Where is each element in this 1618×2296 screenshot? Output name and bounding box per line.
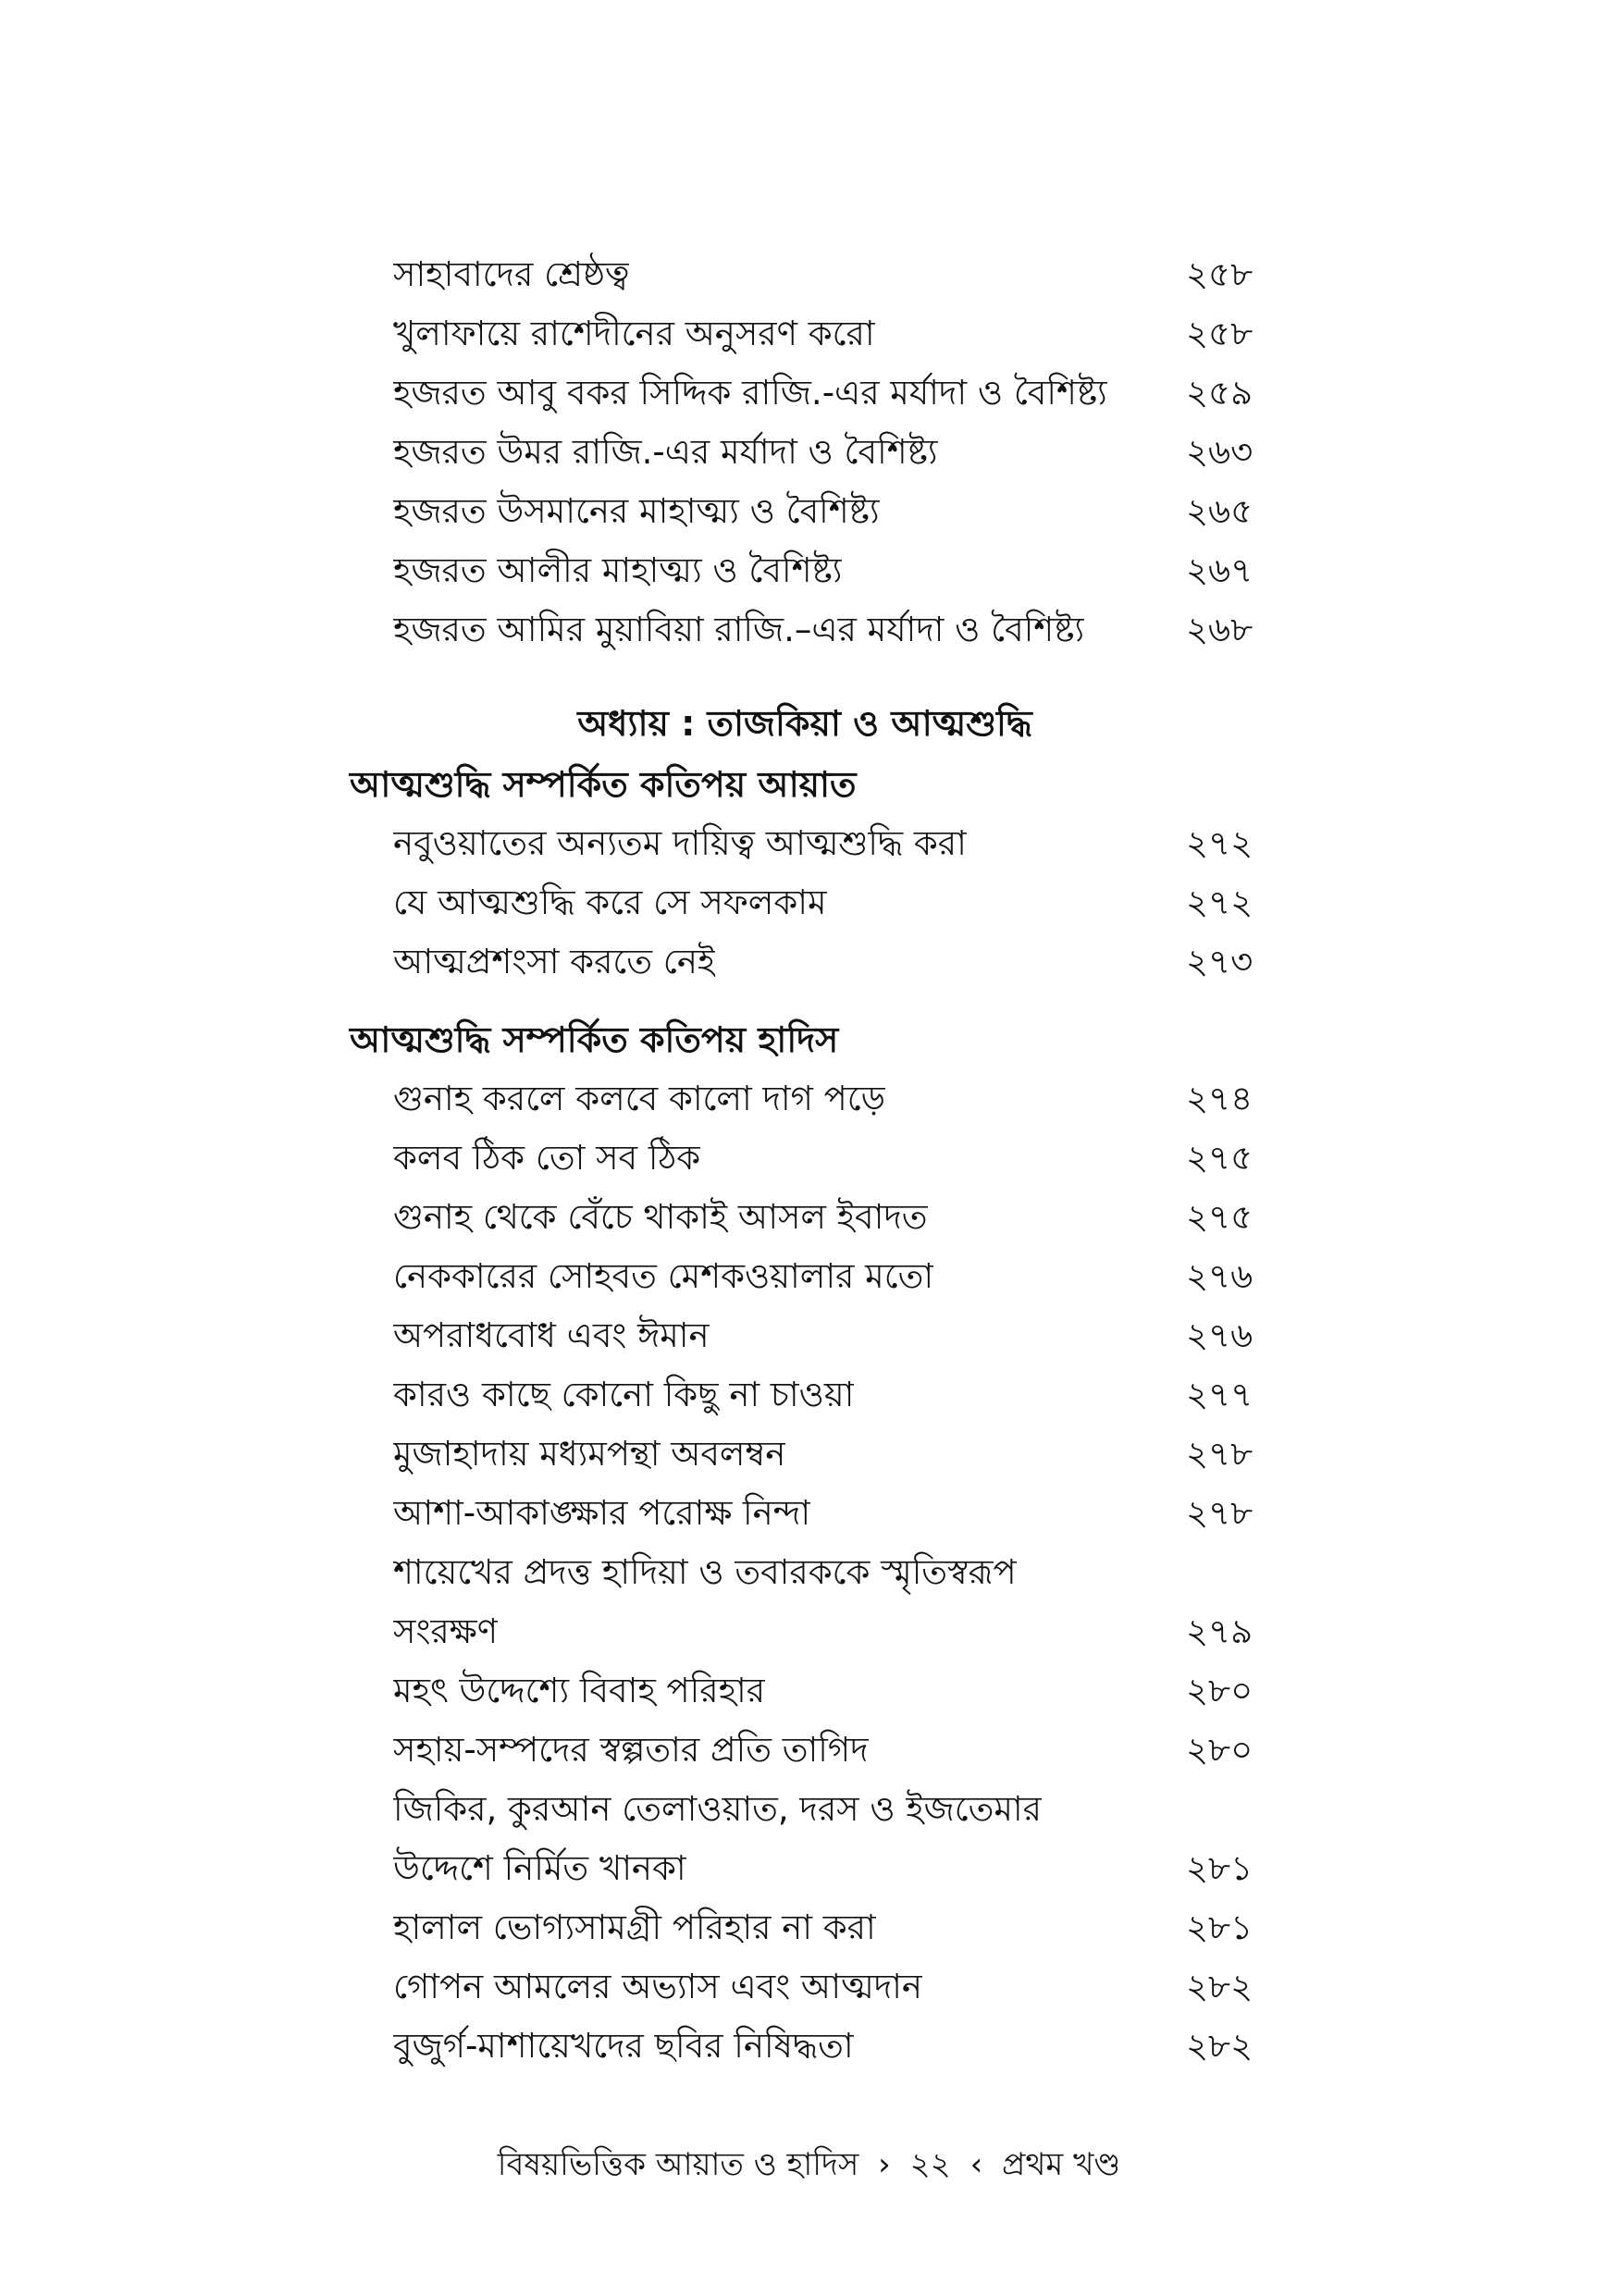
toc-entry[interactable] — [342, 1839, 1267, 1898]
entry-title: খুলাফায়ে রাশেদীনের অনুসরণ করো — [393, 314, 875, 353]
toc-entry[interactable] — [342, 1721, 1267, 1780]
entry-page-number: ২৬৩ — [1186, 432, 1254, 472]
toc-entry[interactable] — [342, 600, 1267, 660]
entry-page-number: ২৭৭ — [1186, 1375, 1254, 1414]
entry-page-number: ২৬৮ — [1186, 610, 1254, 649]
entry-page-number: ২৭৫ — [1186, 1197, 1254, 1237]
entry-page-number: ২৭৬ — [1186, 1315, 1254, 1355]
entry-title: গুনাহ করলে কলবে কালো দাগ পড়ে — [393, 1079, 886, 1118]
entry-title: আশা-আকাঙ্ক্ষার পরোক্ষ নিন্দা — [393, 1493, 811, 1533]
toc-entry[interactable] — [342, 814, 1267, 873]
entry-title: বুজুর্গ-মাশায়েখদের ছবির নিষিদ্ধতা — [393, 2026, 854, 2066]
entry-page-number: ২৫৯ — [1186, 373, 1254, 413]
entry-title: জিকির, কুরআন তেলাওয়াত, দরস ও ইজতেমার — [393, 1789, 1042, 1829]
entry-title: শায়েখের প্রদত্ত হাদিয়া ও তবারককে স্মৃতিস্বরূপ — [393, 1552, 1017, 1592]
entry-page-number: ২৭৫ — [1186, 1138, 1254, 1178]
footer-separator-left: › — [878, 2146, 891, 2183]
entry-page-number: ২৮০ — [1186, 1730, 1254, 1770]
toc-entry[interactable] — [342, 932, 1267, 992]
entry-page-number: ২৭৩ — [1186, 942, 1254, 981]
entry-page-number: ২৭৬ — [1186, 1256, 1254, 1296]
toc-entry[interactable] — [342, 1957, 1267, 2017]
footer-book-title: বিষয়ভিত্তিক আয়াত ও হাদিস — [497, 2146, 859, 2183]
entry-page-number: ২৮২ — [1186, 2026, 1254, 2066]
entry-page-number: ২৮০ — [1186, 1671, 1254, 1710]
entry-title: কলব ঠিক তো সব ঠিক — [393, 1138, 701, 1178]
entry-title: যে আত্মশুদ্ধি করে সে সফলকাম — [393, 883, 827, 922]
entry-title: হজরত উমর রাজি.-এর মর্যাদা ও বৈশিষ্ট্য — [393, 432, 938, 472]
toc-entry[interactable] — [342, 1247, 1267, 1306]
entry-title: কারও কাছে কোনো কিছু না চাওয়া — [393, 1375, 855, 1414]
toc-entry[interactable] — [342, 1425, 1267, 1484]
toc-section-ayat — [342, 814, 1267, 992]
footer-volume: প্রথম খণ্ড — [1002, 2146, 1121, 2183]
entry-title: আত্মপ্রশংসা করতে নেই — [393, 942, 716, 981]
footer-separator-right: ‹ — [970, 2146, 983, 2183]
entry-page-number: ২৭২ — [1186, 823, 1254, 863]
entry-page-number: ২৫৮ — [1186, 314, 1254, 353]
toc-entry[interactable] — [342, 364, 1267, 423]
toc-entry[interactable] — [342, 873, 1267, 932]
entry-title: সাহাবাদের শ্রেষ্ঠত্ব — [393, 254, 630, 294]
entry-page-number: ২৭৮ — [1186, 1434, 1254, 1474]
toc-entry-continued[interactable] — [342, 1543, 1267, 1602]
toc-entry[interactable] — [342, 482, 1267, 541]
entry-title: হজরত উসমানের মাহাত্ম্য ও বৈশিষ্ট্য — [393, 491, 880, 531]
entry-title: নেককারের সোহবত মেশকওয়ালার মতো — [393, 1256, 934, 1296]
entry-page-number: ২৭২ — [1186, 883, 1254, 922]
entry-title: অপরাধবোধ এবং ঈমান — [393, 1315, 710, 1355]
entry-page-number: ২৭৮ — [1186, 1493, 1254, 1533]
toc-entry[interactable] — [342, 1661, 1267, 1721]
toc-entry[interactable] — [342, 1188, 1267, 1247]
entry-title: মুজাহাদায় মধ্যমপন্থা অবলম্বন — [393, 1434, 786, 1474]
toc-entry[interactable] — [342, 1898, 1267, 1957]
entry-title: হজরত আমির মুয়াবিয়া রাজি.–এর মর্যাদা ও বৈশিষ্ট্য — [393, 610, 1085, 649]
entry-title: সহায়-সম্পদের স্বল্পতার প্রতি তাগিদ — [393, 1730, 869, 1770]
entry-page-number: ২৬৭ — [1186, 550, 1254, 590]
page-footer — [0, 2139, 1618, 2191]
entry-page-number: ২৭৪ — [1186, 1079, 1254, 1118]
toc-entry[interactable] — [342, 1306, 1267, 1365]
entry-page-number: ২৮২ — [1186, 1967, 1254, 2006]
toc-entry[interactable] — [342, 423, 1267, 482]
entry-title: সংরক্ষণ — [393, 1611, 499, 1651]
section-heading-ayat: আত্মশুদ্ধি সম্পর্কিত কতিপয় আয়াত — [350, 764, 857, 805]
toc-entry-continued[interactable] — [342, 1780, 1267, 1839]
toc-entry[interactable] — [342, 1602, 1267, 1661]
toc-entry[interactable] — [342, 1129, 1267, 1188]
entry-title: নবুওয়াতের অন্যতম দায়িত্ব আত্মশুদ্ধি করা — [393, 823, 967, 863]
entry-page-number: ২৭৯ — [1186, 1611, 1254, 1651]
entry-title: গুনাহ থেকে বেঁচে থাকাই আসল ইবাদত — [393, 1197, 928, 1237]
entry-title: হালাল ভোগ্যসামগ্রী পরিহার না করা — [393, 1907, 876, 1947]
toc-entry[interactable] — [342, 304, 1267, 364]
entry-page-number: ২৫৮ — [1186, 254, 1254, 294]
entry-title: উদ্দেশে নির্মিত খানকা — [393, 1848, 686, 1888]
toc-entry[interactable] — [342, 1069, 1267, 1129]
toc-section-hadis — [342, 1069, 1267, 2076]
entry-page-number: ২৮১ — [1186, 1907, 1254, 1947]
toc-entry[interactable] — [342, 541, 1267, 600]
toc-group-1 — [342, 245, 1267, 660]
entry-page-number: ২৬৫ — [1186, 491, 1254, 531]
entry-title: গোপন আমলের অভ্যাস এবং আত্মদান — [393, 1967, 922, 2006]
entry-title: হজরত আবু বকর সিদ্দিক রাজি.-এর মর্যাদা ও বৈশিষ্ট্য — [393, 373, 1107, 413]
toc-entry[interactable] — [342, 2017, 1267, 2076]
toc-entry[interactable] — [342, 245, 1267, 304]
entry-title: হজরত আলীর মাহাত্ম্য ও বৈশিষ্ট্য — [393, 550, 843, 590]
toc-entry[interactable] — [342, 1365, 1267, 1425]
footer-page-number: ২২ — [909, 2146, 951, 2183]
entry-title: মহৎ উদ্দেশ্যে বিবাহ পরিহার — [393, 1671, 766, 1710]
section-heading-hadis: আত্মশুদ্ধি সম্পর্কিত কতিপয় হাদিস — [350, 1019, 839, 1060]
toc-entry[interactable] — [342, 1484, 1267, 1543]
entry-page-number: ২৮১ — [1186, 1848, 1254, 1888]
chapter-heading: অধ্যায় : তাজকিয়া ও আত্মশুদ্ধি — [577, 703, 1032, 744]
